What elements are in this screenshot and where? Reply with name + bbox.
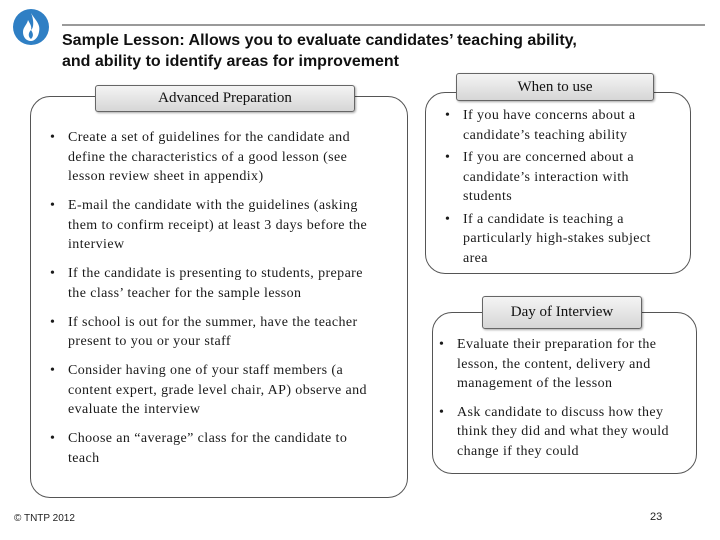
list-item bbox=[443, 106, 688, 145]
list-item-line: think they did and what they would bbox=[457, 424, 669, 439]
list-item-line: Consider having one of your staff members (a bbox=[68, 363, 344, 378]
list-item-line: If you have concerns about a bbox=[463, 108, 636, 123]
list-item-line: present to you or your staff bbox=[68, 334, 231, 349]
list-item-line: the class’ teacher for the sample lesson bbox=[68, 285, 302, 301]
list-item-line: students bbox=[463, 189, 513, 204]
list-item-line: content expert, grade level chair, AP) observe and bbox=[68, 382, 367, 398]
list-item bbox=[48, 128, 393, 187]
list-item-line: change if they could bbox=[457, 443, 579, 459]
bullet-icon: • bbox=[50, 363, 56, 378]
list-item-line: Create a set of guidelines for the candidate and bbox=[68, 130, 350, 145]
list-item-line: candidate’s interaction with bbox=[463, 169, 629, 185]
list-item-line: them to confirm receipt) at least 3 days before the bbox=[68, 217, 368, 233]
bullet-icon: • bbox=[439, 337, 445, 352]
list-item-line: area bbox=[463, 250, 488, 266]
list-item-line: If school is out for the summer, have the teacher bbox=[68, 314, 358, 330]
title-line: Sample Lesson: Allows you to evaluate candidates’ teaching ability, bbox=[62, 32, 577, 49]
bullet-icon: • bbox=[445, 150, 451, 165]
page-number: 23 bbox=[650, 511, 663, 523]
when-to-use-list bbox=[443, 106, 688, 271]
list-item-line: candidate’s teaching ability bbox=[463, 127, 628, 143]
list-item-line: define the characteristics of a good lesson (see bbox=[68, 149, 348, 165]
list-item-line: Evaluate their preparation for the bbox=[457, 337, 657, 352]
list-item-line: Ask candidate to discuss how they bbox=[457, 404, 664, 420]
list-item bbox=[443, 210, 688, 269]
title-line: and ability to identify areas for improvement bbox=[62, 53, 399, 70]
list-item bbox=[48, 361, 393, 420]
list-item-line: E-mail the candidate with the guidelines (asking bbox=[68, 198, 358, 213]
list-item-line: If the candidate is presenting to students, prepare bbox=[68, 266, 363, 281]
slide-title bbox=[62, 30, 702, 72]
list-item-line: interview bbox=[68, 237, 125, 252]
header-rule bbox=[62, 24, 705, 26]
list-item-line: evaluate the interview bbox=[68, 402, 201, 417]
bullet-icon: • bbox=[50, 431, 56, 446]
list-item bbox=[48, 196, 393, 255]
list-item bbox=[48, 429, 393, 468]
advanced-preparation-heading: Advanced Preparation bbox=[95, 85, 355, 112]
bullet-icon: • bbox=[439, 404, 445, 420]
advanced-preparation-list bbox=[48, 128, 393, 478]
list-item-line: particularly high-stakes subject bbox=[463, 231, 651, 246]
day-of-interview-list bbox=[437, 335, 692, 470]
bullet-icon: • bbox=[445, 108, 451, 123]
list-item-line: If you are concerned about a bbox=[463, 150, 634, 165]
list-item bbox=[48, 264, 393, 303]
list-item-line: lesson review sheet in appendix) bbox=[68, 169, 264, 184]
when-to-use-heading: When to use bbox=[456, 73, 654, 101]
list-item-line: management of the lesson bbox=[457, 376, 613, 391]
list-item bbox=[437, 335, 692, 394]
bullet-icon: • bbox=[50, 314, 56, 330]
list-item-line: If a candidate is teaching a bbox=[463, 211, 624, 227]
list-item-line: lesson, the content, delivery and bbox=[457, 356, 651, 372]
flame-logo-icon bbox=[12, 8, 50, 46]
list-item-line: Choose an “average” class for the candidate to bbox=[68, 431, 348, 446]
bullet-icon: • bbox=[445, 211, 451, 227]
list-item bbox=[443, 148, 688, 207]
bullet-icon: • bbox=[50, 198, 56, 213]
day-of-interview-heading: Day of Interview bbox=[482, 296, 642, 329]
bullet-icon: • bbox=[50, 266, 56, 281]
list-item bbox=[48, 313, 393, 352]
copyright-text: © TNTP 2012 bbox=[14, 513, 75, 524]
list-item bbox=[437, 403, 692, 462]
list-item-line: teach bbox=[68, 450, 100, 466]
bullet-icon: • bbox=[50, 130, 56, 145]
